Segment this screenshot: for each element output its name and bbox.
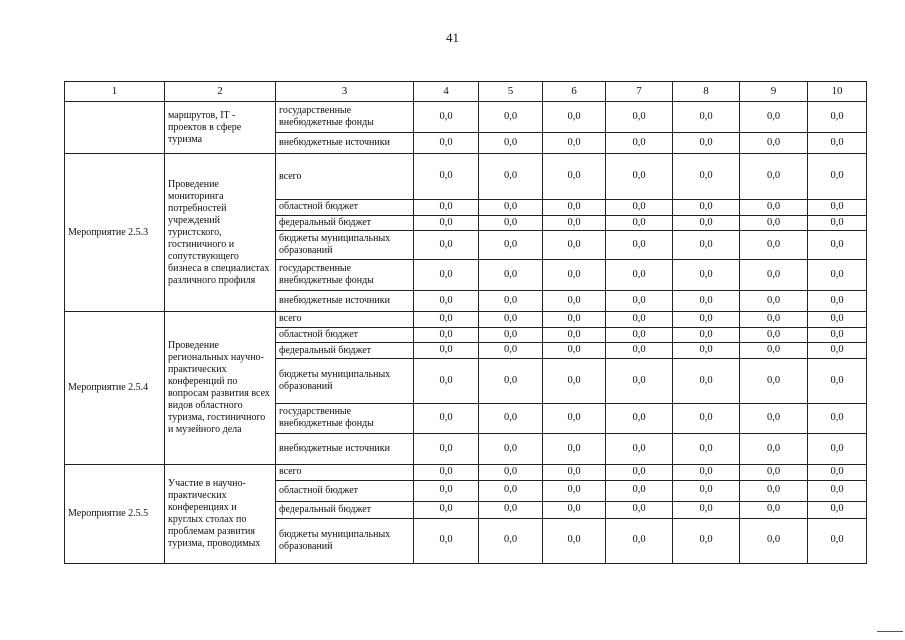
measure-name-cell: Участие в научно-практических конференциях и круглых столах по проблемам развития туризма, проводимых <box>165 464 276 563</box>
amount-cell: 0,0 <box>740 327 808 343</box>
amount-cell: 0,0 <box>808 518 867 563</box>
amount-cell: 0,0 <box>740 154 808 200</box>
amount-cell: 0,0 <box>606 403 673 433</box>
amount-cell: 0,0 <box>543 215 606 231</box>
amount-cell: 0,0 <box>606 133 673 154</box>
amount-cell: 0,0 <box>673 154 740 200</box>
amount-cell: 0,0 <box>606 358 673 403</box>
column-header: 3 <box>276 82 414 102</box>
table-row <box>65 154 867 200</box>
amount-cell: 0,0 <box>414 231 479 260</box>
amount-cell: 0,0 <box>740 102 808 133</box>
amount-cell: 0,0 <box>543 343 606 359</box>
amount-cell: 0,0 <box>414 312 479 328</box>
funding-source-cell: всего <box>276 154 414 200</box>
amount-cell: 0,0 <box>673 518 740 563</box>
header-row <box>65 82 867 102</box>
table-row <box>65 102 867 133</box>
amount-cell: 0,0 <box>479 480 543 501</box>
amount-cell: 0,0 <box>673 215 740 231</box>
amount-cell: 0,0 <box>808 464 867 480</box>
amount-cell: 0,0 <box>543 231 606 260</box>
amount-cell: 0,0 <box>479 215 543 231</box>
amount-cell: 0,0 <box>479 312 543 328</box>
amount-cell: 0,0 <box>414 518 479 563</box>
measure-id-cell: Мероприятие 2.5.4 <box>65 312 165 465</box>
amount-cell: 0,0 <box>543 133 606 154</box>
amount-cell: 0,0 <box>606 518 673 563</box>
measure-id-cell: Мероприятие 2.5.5 <box>65 464 165 563</box>
amount-cell: 0,0 <box>414 433 479 464</box>
amount-cell: 0,0 <box>606 312 673 328</box>
amount-cell: 0,0 <box>673 433 740 464</box>
amount-cell: 0,0 <box>543 358 606 403</box>
amount-cell: 0,0 <box>543 291 606 312</box>
column-header: 1 <box>65 82 165 102</box>
amount-cell: 0,0 <box>414 358 479 403</box>
table-row <box>65 312 867 328</box>
column-header: 9 <box>740 82 808 102</box>
amount-cell: 0,0 <box>673 464 740 480</box>
amount-cell: 0,0 <box>740 403 808 433</box>
amount-cell: 0,0 <box>606 200 673 216</box>
amount-cell: 0,0 <box>606 260 673 291</box>
amount-cell: 0,0 <box>606 102 673 133</box>
amount-cell: 0,0 <box>673 358 740 403</box>
amount-cell: 0,0 <box>740 312 808 328</box>
amount-cell: 0,0 <box>740 343 808 359</box>
amount-cell: 0,0 <box>479 154 543 200</box>
amount-cell: 0,0 <box>673 231 740 260</box>
column-header: 4 <box>414 82 479 102</box>
measure-id-cell: Мероприятие 2.5.3 <box>65 154 165 312</box>
amount-cell: 0,0 <box>414 215 479 231</box>
funding-source-cell: государственные внебюджетные фонды <box>276 403 414 433</box>
amount-cell: 0,0 <box>479 200 543 216</box>
funding-source-cell: государственные внебюджетные фонды <box>276 260 414 291</box>
measure-name-cell: Проведение региональных научно-практических конференций по вопросам развития всех видов областного туризма, гостиничного и музейного дела <box>165 312 276 465</box>
amount-cell: 0,0 <box>808 154 867 200</box>
amount-cell: 0,0 <box>740 480 808 501</box>
amount-cell: 0,0 <box>543 200 606 216</box>
amount-cell: 0,0 <box>543 403 606 433</box>
amount-cell: 0,0 <box>414 327 479 343</box>
amount-cell: 0,0 <box>606 464 673 480</box>
measure-name-cell: маршрутов, IT - проектов в сфере туризма <box>165 102 276 154</box>
amount-cell: 0,0 <box>479 260 543 291</box>
amount-cell: 0,0 <box>479 433 543 464</box>
amount-cell: 0,0 <box>606 291 673 312</box>
amount-cell: 0,0 <box>808 231 867 260</box>
amount-cell: 0,0 <box>808 501 867 518</box>
amount-cell: 0,0 <box>414 403 479 433</box>
funding-source-cell: областной бюджет <box>276 480 414 501</box>
amount-cell: 0,0 <box>414 133 479 154</box>
funding-source-cell: всего <box>276 312 414 328</box>
page-number: 41 <box>446 30 459 45</box>
amount-cell: 0,0 <box>543 102 606 133</box>
funding-source-cell: бюджеты муниципальных образований <box>276 518 414 563</box>
amount-cell: 0,0 <box>543 312 606 328</box>
amount-cell: 0,0 <box>808 327 867 343</box>
amount-cell: 0,0 <box>808 133 867 154</box>
amount-cell: 0,0 <box>543 154 606 200</box>
amount-cell: 0,0 <box>673 200 740 216</box>
amount-cell: 0,0 <box>479 343 543 359</box>
amount-cell: 0,0 <box>740 433 808 464</box>
funding-source-cell: всего <box>276 464 414 480</box>
column-header: 6 <box>543 82 606 102</box>
table-row <box>65 464 867 480</box>
amount-cell: 0,0 <box>673 312 740 328</box>
amount-cell: 0,0 <box>808 480 867 501</box>
measure-name-cell: Проведение мониторинга потребностей учреждений туристского, гостиничного и сопутствующего бизнеса в специалистах различного профиля <box>165 154 276 312</box>
amount-cell: 0,0 <box>673 133 740 154</box>
amount-cell: 0,0 <box>808 215 867 231</box>
amount-cell: 0,0 <box>808 102 867 133</box>
amount-cell: 0,0 <box>606 327 673 343</box>
column-header: 8 <box>673 82 740 102</box>
amount-cell: 0,0 <box>808 358 867 403</box>
amount-cell: 0,0 <box>606 215 673 231</box>
funding-source-cell: федеральный бюджет <box>276 215 414 231</box>
scan-edge-mark <box>877 631 903 632</box>
amount-cell: 0,0 <box>606 480 673 501</box>
amount-cell: 0,0 <box>808 403 867 433</box>
funding-source-cell: федеральный бюджет <box>276 343 414 359</box>
amount-cell: 0,0 <box>740 200 808 216</box>
funding-source-cell: областной бюджет <box>276 200 414 216</box>
amount-cell: 0,0 <box>414 102 479 133</box>
funding-source-cell: государственные внебюджетные фонды <box>276 102 414 133</box>
column-header: 7 <box>606 82 673 102</box>
column-header: 10 <box>808 82 867 102</box>
amount-cell: 0,0 <box>808 312 867 328</box>
amount-cell: 0,0 <box>740 358 808 403</box>
column-header: 2 <box>165 82 276 102</box>
amount-cell: 0,0 <box>673 480 740 501</box>
amount-cell: 0,0 <box>808 291 867 312</box>
amount-cell: 0,0 <box>479 327 543 343</box>
amount-cell: 0,0 <box>673 501 740 518</box>
amount-cell: 0,0 <box>543 518 606 563</box>
amount-cell: 0,0 <box>740 260 808 291</box>
amount-cell: 0,0 <box>479 133 543 154</box>
amount-cell: 0,0 <box>414 464 479 480</box>
funding-source-cell: внебюджетные источники <box>276 133 414 154</box>
amount-cell: 0,0 <box>479 518 543 563</box>
amount-cell: 0,0 <box>606 433 673 464</box>
amount-cell: 0,0 <box>740 133 808 154</box>
amount-cell: 0,0 <box>606 343 673 359</box>
amount-cell: 0,0 <box>808 260 867 291</box>
amount-cell: 0,0 <box>740 501 808 518</box>
amount-cell: 0,0 <box>479 291 543 312</box>
amount-cell: 0,0 <box>543 433 606 464</box>
amount-cell: 0,0 <box>808 343 867 359</box>
measure-id-cell <box>65 102 165 154</box>
amount-cell: 0,0 <box>543 464 606 480</box>
amount-cell: 0,0 <box>414 260 479 291</box>
amount-cell: 0,0 <box>673 102 740 133</box>
amount-cell: 0,0 <box>479 358 543 403</box>
amount-cell: 0,0 <box>740 231 808 260</box>
amount-cell: 0,0 <box>740 215 808 231</box>
amount-cell: 0,0 <box>479 464 543 480</box>
funding-source-cell: бюджеты муниципальных образований <box>276 231 414 260</box>
amount-cell: 0,0 <box>606 501 673 518</box>
funding-source-cell: внебюджетные источники <box>276 291 414 312</box>
amount-cell: 0,0 <box>673 291 740 312</box>
amount-cell: 0,0 <box>673 260 740 291</box>
amount-cell: 0,0 <box>808 433 867 464</box>
amount-cell: 0,0 <box>740 518 808 563</box>
amount-cell: 0,0 <box>673 327 740 343</box>
funding-source-cell: федеральный бюджет <box>276 501 414 518</box>
amount-cell: 0,0 <box>479 231 543 260</box>
amount-cell: 0,0 <box>414 343 479 359</box>
amount-cell: 0,0 <box>673 403 740 433</box>
amount-cell: 0,0 <box>606 231 673 260</box>
amount-cell: 0,0 <box>740 464 808 480</box>
funding-source-cell: бюджеты муниципальных образований <box>276 358 414 403</box>
amount-cell: 0,0 <box>740 291 808 312</box>
amount-cell: 0,0 <box>606 154 673 200</box>
column-header: 5 <box>479 82 543 102</box>
budget-table <box>64 81 867 564</box>
amount-cell: 0,0 <box>479 403 543 433</box>
amount-cell: 0,0 <box>543 480 606 501</box>
amount-cell: 0,0 <box>543 501 606 518</box>
funding-source-cell: внебюджетные источники <box>276 433 414 464</box>
amount-cell: 0,0 <box>479 102 543 133</box>
amount-cell: 0,0 <box>414 291 479 312</box>
amount-cell: 0,0 <box>479 501 543 518</box>
amount-cell: 0,0 <box>414 501 479 518</box>
table-body <box>65 102 867 564</box>
amount-cell: 0,0 <box>414 154 479 200</box>
amount-cell: 0,0 <box>543 327 606 343</box>
amount-cell: 0,0 <box>414 480 479 501</box>
amount-cell: 0,0 <box>808 200 867 216</box>
amount-cell: 0,0 <box>414 200 479 216</box>
amount-cell: 0,0 <box>673 343 740 359</box>
amount-cell: 0,0 <box>543 260 606 291</box>
funding-source-cell: областной бюджет <box>276 327 414 343</box>
